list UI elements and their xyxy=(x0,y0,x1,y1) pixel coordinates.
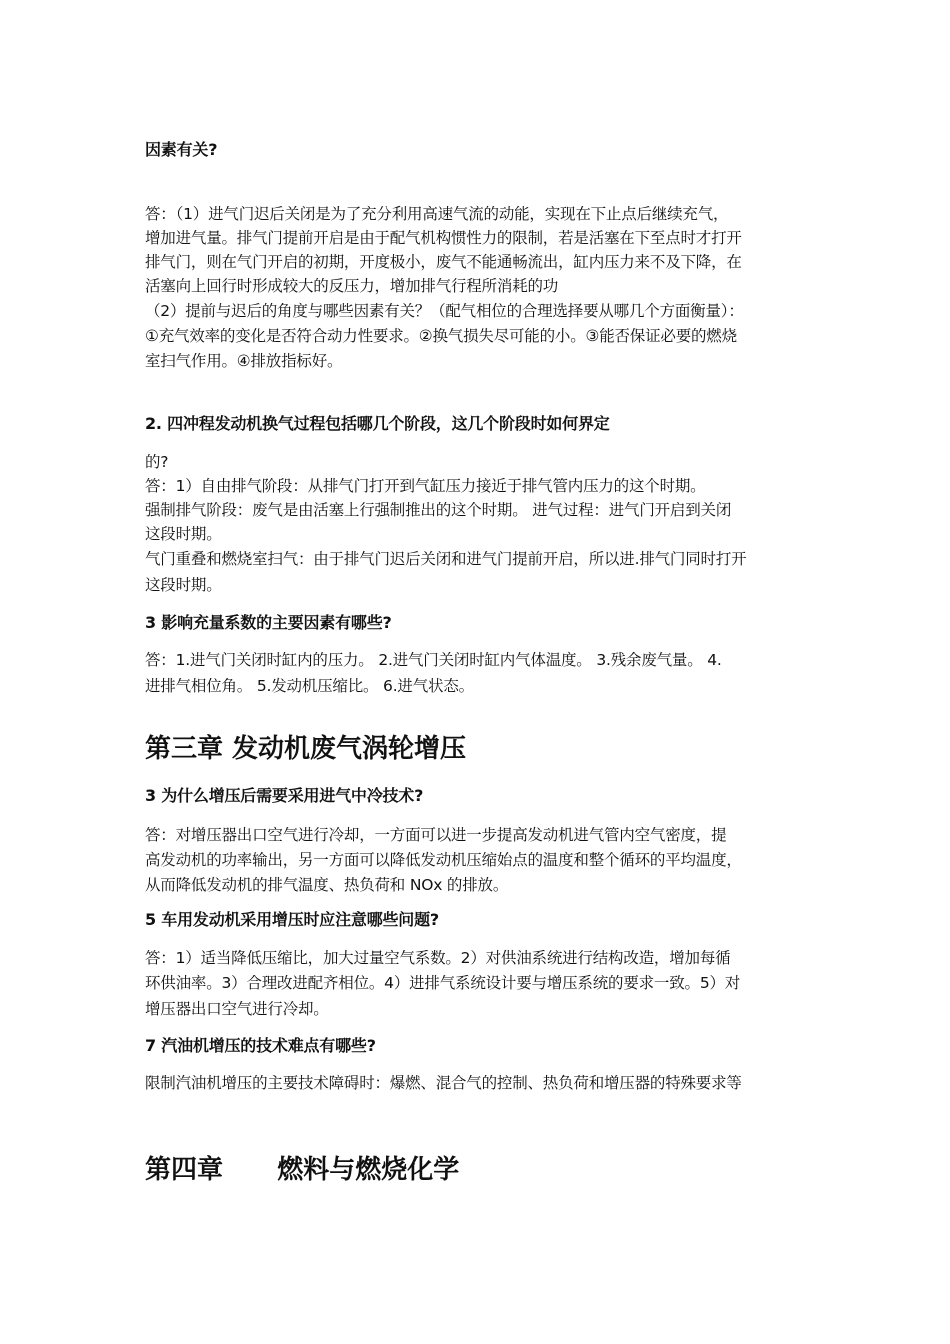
line-19: 3 为什么增压后需要采用进气中冷技术? xyxy=(145,786,424,805)
line-12: 这段时期。 xyxy=(145,525,222,543)
line-5: （2）提前与迟后的角度与哪些因素有关？（配气相位的合理选择要从哪几个方面衡量）： xyxy=(145,302,744,320)
line-28: 限制汽油机增压的主要技术障碍时：爆燃、混合气的控制、热负荷和增压器的特殊要求等 xyxy=(145,1074,742,1092)
line-27: 7 汽油机增压的技术难点有哪些? xyxy=(145,1036,376,1055)
line-24: 答：1）适当降低压缩比，加大过量空气系数。2）对供油系统进行结构改造，增加每循 xyxy=(145,949,731,967)
line-11: 强制排气阶段：废气是由活塞上行强制推出的这个时期。 进气过程：进气门开启到关闭 xyxy=(145,501,732,519)
line-7: 室扫气作用。④排放指标好。 xyxy=(145,352,343,370)
chapter-4-heading: 第四章 燃料与燃烧化学 xyxy=(145,1155,460,1185)
line-23: 5 车用发动机采用增压时应注意哪些问题? xyxy=(145,910,439,929)
line-9: 的? xyxy=(145,453,169,471)
chapter-3-heading: 第三章 发动机废气涡轮增压 xyxy=(145,734,467,764)
line-22: 从而降低发动机的排气温度、热负荷和 NOx 的排放。 xyxy=(145,876,509,894)
line-0: 因素有关? xyxy=(145,140,218,159)
line-25: 环供油率。3）合理改进配齐相位。4）进排气系统设计要与增压系统的要求一致。5）对 xyxy=(145,974,741,992)
line-15: 3 影响充量系数的主要因素有哪些? xyxy=(145,613,392,632)
line-26: 增压器出口空气进行冷却。 xyxy=(145,1000,329,1018)
line-10: 答：1）自由排气阶段：从排气门打开到气缸压力接近于排气管内压力的这个时期。 xyxy=(145,477,706,495)
line-20: 答：对增压器出口空气进行冷却，一方面可以进一步提高发动机进气管内空气密度，提 xyxy=(145,826,727,844)
line-16: 答：1.进气门关闭时缸内的压力。 2.进气门关闭时缸内气体温度。 3.残余废气量。 4. xyxy=(145,651,722,669)
line-4: 活塞向上回行时形成较大的反压力，增加排气行程所消耗的功 xyxy=(145,277,559,295)
line-8: 2. 四冲程发动机换气过程包括哪几个阶段，这几个阶段时如何界定 xyxy=(145,414,610,433)
line-13: 气门重叠和燃烧室扫气：由于排气门迟后关闭和进气门提前开启，所以进.排气门同时打开 xyxy=(145,550,747,568)
line-17: 进排气相位角。 5.发动机压缩比。 6.进气状态。 xyxy=(145,677,474,695)
line-6: ①充气效率的变化是否符合动力性要求。②换气损失尽可能的小。③能否保证必要的燃烧 xyxy=(145,327,737,345)
line-2: 增加进气量。排气门提前开启是由于配气机构惯性力的限制，若是活塞在下至点时才打开 xyxy=(145,229,742,247)
line-1: 答：（1）进气门迟后关闭是为了充分利用高速气流的动能，实现在下止点后继续充气， xyxy=(145,205,729,223)
line-21: 高发动机的功率输出，另一方面可以降低发动机压缩始点的温度和整个循环的平均温度， xyxy=(145,851,742,869)
line-14: 这段时期。 xyxy=(145,576,222,594)
line-3: 排气门，则在气门开启的初期，开度极小，废气不能通畅流出，缸内压力来不及下降，在 xyxy=(145,253,742,271)
